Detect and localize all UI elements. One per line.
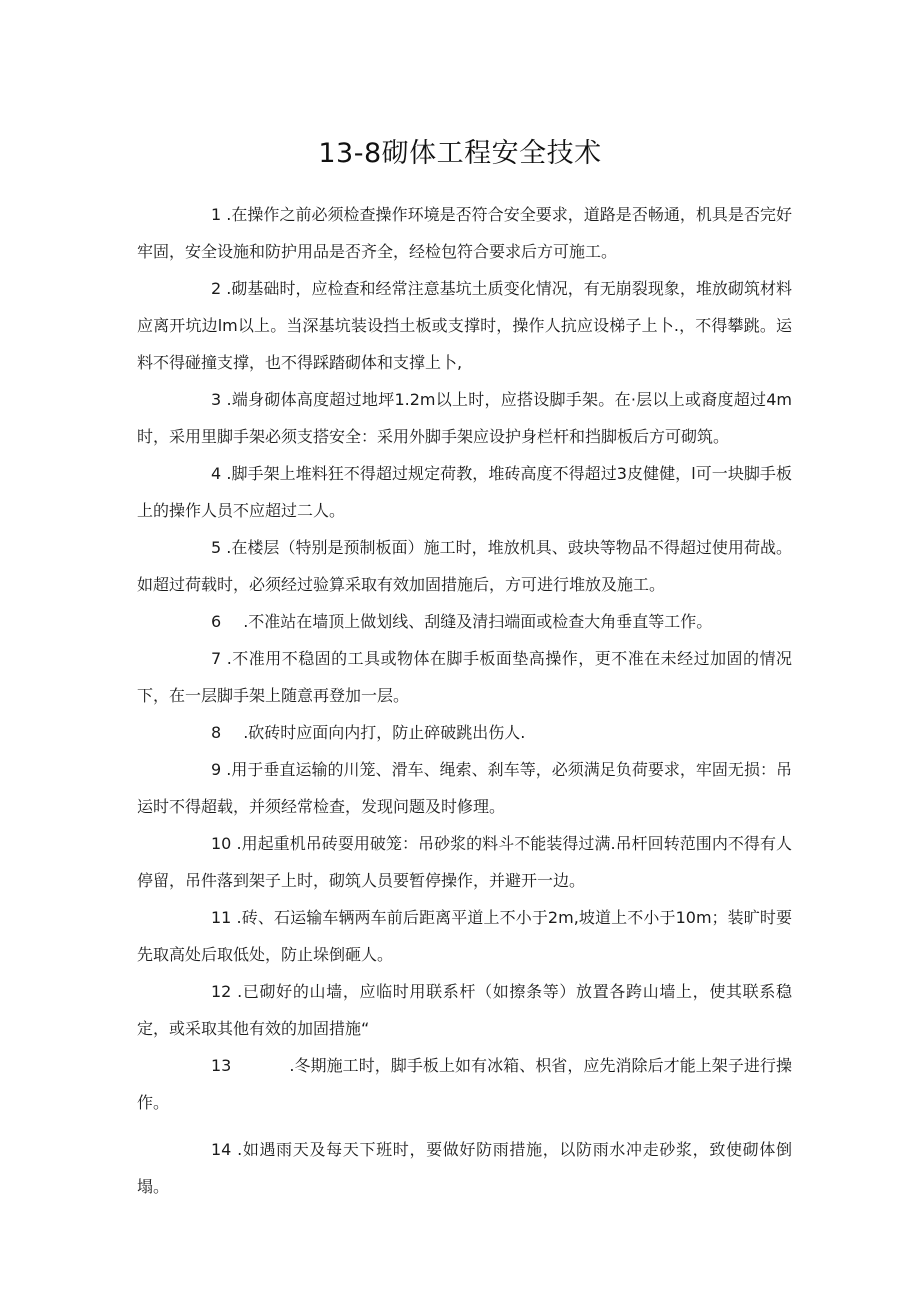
item-text: .在楼层（特别是预制板面）施工时，堆放机具、豉块等物品不得超过使用荷战。如超过荷载时，必须经过验算采取有效加固措施后，方可进行堆放及施工。 bbox=[137, 538, 792, 594]
item-number: 13 bbox=[211, 1056, 232, 1075]
item-number: 12 bbox=[211, 982, 232, 1001]
item-number: 6 bbox=[211, 612, 222, 631]
item-text: .砍砖时应面向内打，防止碎破跳出伤人. bbox=[243, 723, 526, 742]
list-item bbox=[137, 751, 792, 825]
list-item bbox=[137, 714, 792, 751]
list-item bbox=[137, 640, 792, 714]
list-item bbox=[137, 270, 792, 381]
list-item bbox=[137, 973, 792, 1047]
item-text: .如遇雨天及每天下班时，要做好防雨措施，以防雨水冲走砂浆，致使砌体倒塌。 bbox=[137, 1140, 792, 1196]
list-item bbox=[137, 381, 792, 455]
item-text: .用起重机吊砖耍用破笼：吊砂浆的料斗不能装得过满.吊杆回转范围内不得有人停留，吊件落到架子上时，砌筑人员要暂停操作，并避开一边。 bbox=[137, 834, 792, 890]
list-item bbox=[137, 455, 792, 529]
item-number: 5 bbox=[211, 538, 222, 557]
item-text: .砖、石运输车辆两车前后距离平道上不小于2m,坡道上不小于10m；装旷时要先取高处后取低处，防止垛倒砸人。 bbox=[137, 908, 792, 964]
item-number: 7 bbox=[211, 649, 222, 668]
item-number: 11 bbox=[211, 908, 232, 927]
item-number: 4 bbox=[211, 464, 222, 483]
item-number: 3 bbox=[211, 390, 222, 409]
list-item bbox=[137, 825, 792, 899]
list-item bbox=[137, 1047, 792, 1121]
item-text: .脚手架上堆料狂不得超过规定荷教，堆砖高度不得超过3皮健健，l可一块脚手板上的操作人员不应超过二人。 bbox=[137, 464, 792, 520]
item-text: .端身砌体高度超过地坪1.2m以上时，应搭设脚手架。在·层以上或裔度超过4m时，采用里脚手架必须支搭安全：采用外脚手架应设护身栏杆和挡脚板后方可砌筑。 bbox=[137, 390, 792, 446]
item-text: .砌基础时，应检查和经常注意基坑土质变化情况，有无崩裂现象，堆放砌筑材料应离开坑边lm以上。当深基坑装设挡土板或支撑时，操作人抗应设梯子上卜.，不得攀跳。运料不得碰撞支撑，也不得踩踏砌体和支撑上卜, bbox=[137, 279, 792, 372]
list-item bbox=[137, 603, 792, 640]
paragraph-spacer bbox=[137, 1121, 792, 1131]
item-text: .冬期施工时，脚手板上如有冰箱、枳省，应先消除后才能上架子进行操作。 bbox=[137, 1056, 792, 1112]
item-number: 14 bbox=[211, 1140, 232, 1159]
list-item bbox=[137, 899, 792, 973]
item-text: .在操作之前必须检查操作环境是否符合安全要求，道路是否畅通，机具是否完好牢固，安全设施和防护用品是否齐全，经检包符合要求后方可施工。 bbox=[137, 205, 792, 261]
list-item bbox=[137, 529, 792, 603]
item-text: .不准站在墙顶上做划线、刮缝及清扫端面或检查大角垂直等工作。 bbox=[243, 612, 713, 631]
document-body bbox=[137, 196, 792, 1205]
item-text: .不准用不稳固的工具或物体在脚手板面垫高操作，更不准在未经过加固的情况下，在一层脚手架上随意再登加一层。 bbox=[137, 649, 792, 705]
document-title: 13-8砌体工程安全技术 bbox=[318, 138, 602, 169]
item-number: 2 bbox=[211, 279, 222, 298]
item-text: .用于垂直运输的川笼、滑车、绳索、刹车等，必须满足负荷要求，牢固无损：吊运时不得超载，并须经常检查，发现问题及时修理。 bbox=[137, 760, 792, 816]
item-number: 9 bbox=[211, 760, 222, 779]
item-text: .已砌好的山墙，应临时用联系杆（如擦条等）放置各跨山墙上，使其联系稳定，或采取其他有效的加固措施“ bbox=[137, 982, 792, 1038]
list-item bbox=[137, 1131, 792, 1205]
item-number: 10 bbox=[211, 834, 232, 853]
item-number: 1 bbox=[211, 205, 222, 224]
item-number: 8 bbox=[211, 723, 222, 742]
list-item bbox=[137, 196, 792, 270]
